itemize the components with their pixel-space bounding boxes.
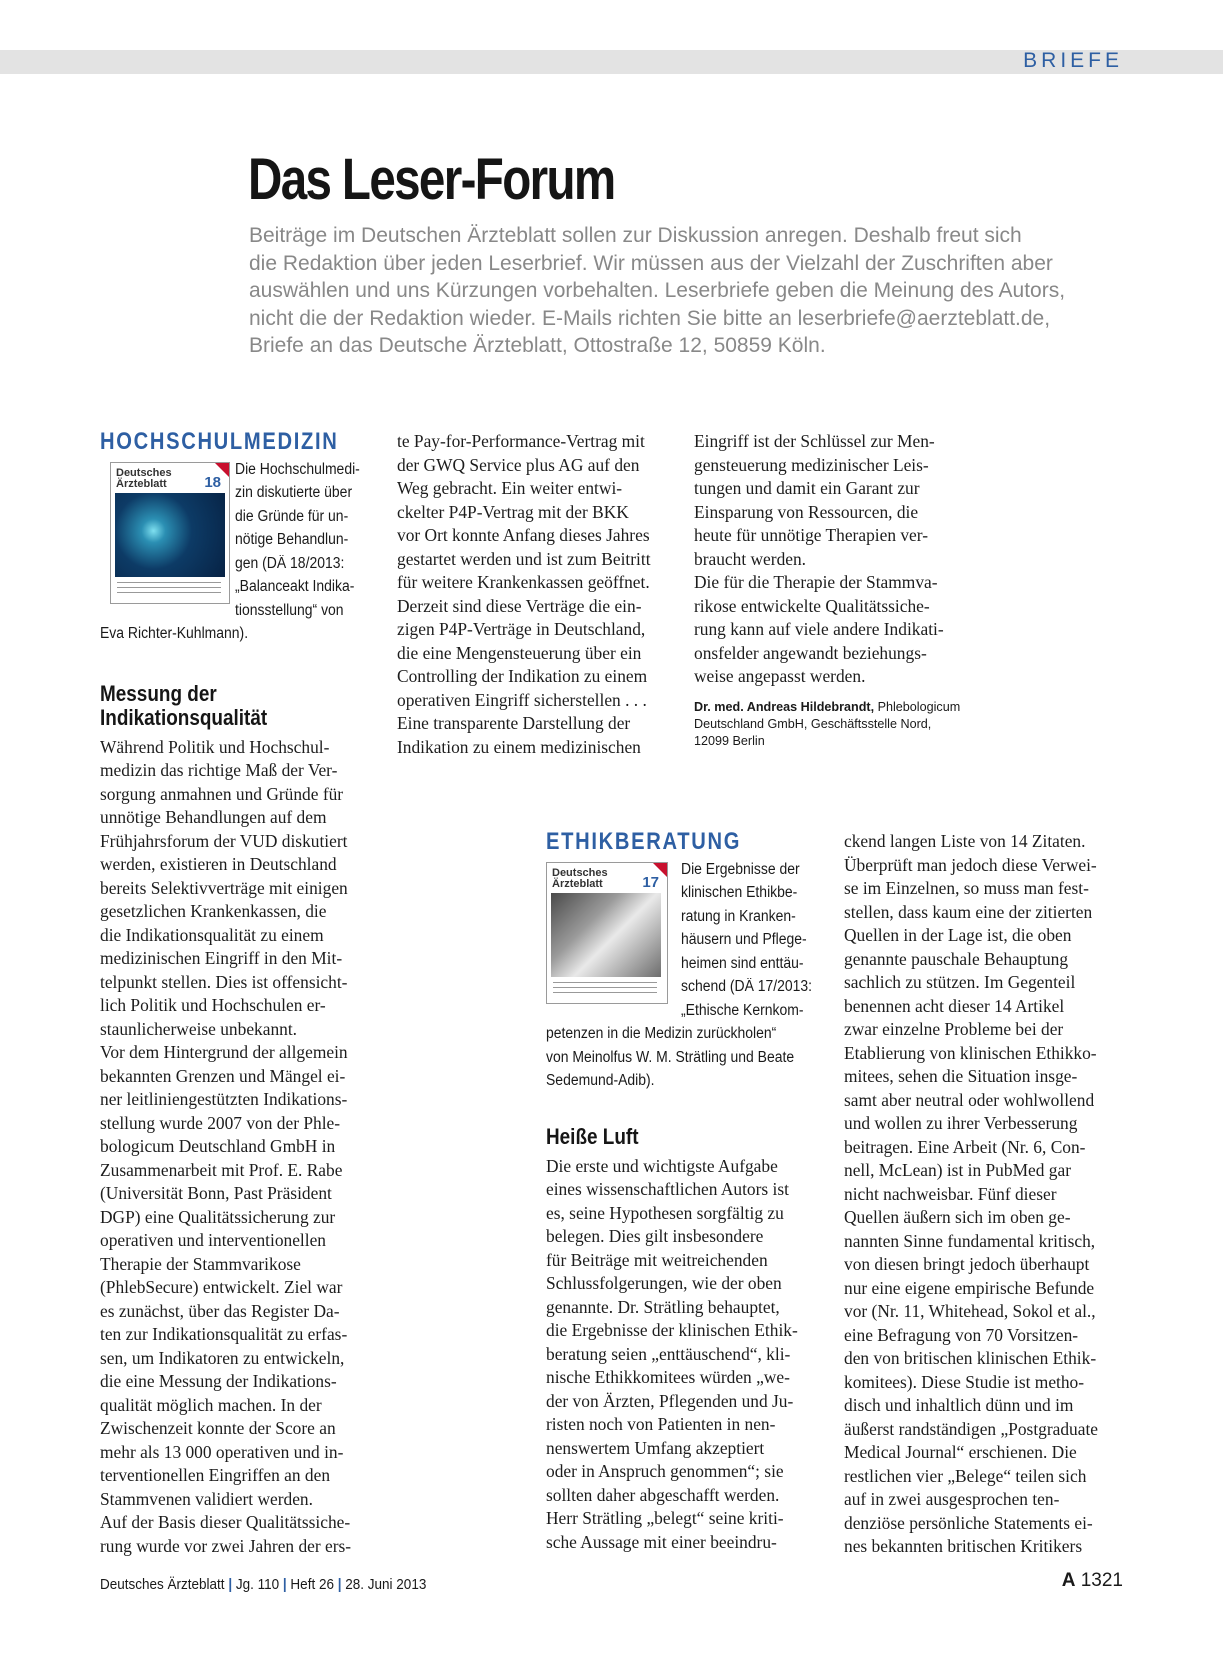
body-line: vor (Nr. 11, Whitehead, Sokol et al.,	[844, 1301, 1096, 1321]
page-number	[1062, 1570, 1123, 1592]
footer-citation	[100, 1576, 426, 1593]
body-line: auf in zwei ausgesprochen ten-	[844, 1489, 1060, 1509]
body-line: Quellen in der Lage ist, die oben	[844, 925, 1072, 945]
body-line: für Beiträge mit weitreichenden	[546, 1249, 768, 1270]
article1-author	[694, 699, 984, 750]
body-line: gensteuerung medizinischer Leis-	[694, 454, 929, 475]
body-line: Überprüft man jedoch diese Verwei-	[844, 854, 1097, 875]
body-line: oder in Anspruch genommen“; sie	[546, 1461, 784, 1481]
cover-brand-line: Ärzteblatt	[552, 877, 603, 890]
article1-topic: HOCHSCHULMEDIZIN	[100, 428, 339, 455]
body-line: Indikation zu einem medizinischen	[397, 736, 641, 757]
body-line: und wollen zu ihrer Verbesserung	[844, 1113, 1078, 1133]
body-line: gesetzlichen Krankenkassen, die	[100, 901, 327, 921]
body-line: disch und inhaltlich dünn und im	[844, 1395, 1074, 1415]
author-line: 12099 Berlin	[694, 733, 765, 748]
body-line: sche Aussage mit einer beeindru-	[546, 1531, 777, 1552]
ref-line: zin diskutierte über	[235, 484, 353, 501]
ref-line: „Ethische Kernkom-	[681, 1001, 804, 1019]
body-line: nur eine eigene empirische Befunde	[844, 1277, 1095, 1298]
footer-separator: |	[228, 1576, 233, 1593]
body-line: belegen. Dies gilt insbesondere	[546, 1226, 764, 1246]
body-line: Controlling der Indikation zu einem	[397, 666, 648, 686]
cover-text-lines	[117, 582, 221, 596]
body-line: von diesen bringt jedoch überhaupt	[844, 1254, 1090, 1274]
body-line: heute für unnötige Therapien ver-	[694, 525, 929, 545]
body-line: lich Politik und Hochschulen er-	[100, 995, 326, 1015]
article1-column1	[100, 430, 380, 1558]
article1-headline	[100, 682, 380, 730]
body-line: der von Ärzten, Pflegenden und Ju-	[546, 1390, 794, 1411]
body-line: risten noch von Patienten in nen-	[546, 1414, 776, 1434]
article1-reference-block	[100, 458, 380, 658]
ref-line: klinischen Ethikbe-	[681, 884, 798, 901]
article2-body-col1	[546, 1155, 836, 1555]
body-line: tungen und damit ein Garant zur	[694, 478, 920, 498]
body-line: DGP) eine Qualitätssicherung zur	[100, 1206, 336, 1227]
body-line: (PhlebSecure) entwickelt. Ziel war	[100, 1277, 343, 1297]
body-line: es zunächst, über das Register Da-	[100, 1300, 340, 1321]
body-line: ner leitliniengestützten Indikations-	[100, 1089, 348, 1109]
body-line: restlichen vier „Belege“ teilen sich	[844, 1465, 1087, 1486]
page-title: Das Leser-Forum	[248, 147, 615, 212]
ref-line: Die Ergebnisse der	[681, 860, 800, 878]
body-line: die Ergebnisse der klinischen Ethik-	[546, 1320, 798, 1340]
body-line: zwar einzelne Probleme bei der	[844, 1019, 1064, 1039]
ref-line: Die Hochschulmedi-	[235, 460, 360, 478]
page-prefix: A	[1061, 1570, 1076, 1591]
body-line: komitees). Diese Studie ist metho-	[844, 1371, 1085, 1392]
body-line: nicht nachweisbar. Fünf dieser	[844, 1183, 1057, 1204]
ref-line: häusern und Pflege-	[681, 931, 807, 948]
ref-line: von Meinolfus W. M. Strätling und Beate	[546, 1048, 795, 1066]
ref-line: die Gründe für un-	[235, 507, 349, 525]
intro-line: Beiträge im Deutschen Ärzteblatt sollen zur Diskussion anregen. Deshalb freut sich	[249, 224, 1022, 247]
ref-line: „Balanceakt Indika-	[235, 578, 355, 595]
ref-line: gen (DÄ 18/2013:	[235, 554, 345, 572]
body-line: operativen und interventionellen	[100, 1230, 327, 1250]
article2-topic: ETHIKBERATUNG	[546, 828, 742, 855]
body-line: bereits Selektivverträge mit einigen	[100, 877, 348, 898]
body-line: nenswertem Umfang akzeptiert	[546, 1437, 765, 1458]
body-line: Die erste und wichtigste Aufgabe	[546, 1155, 778, 1176]
body-line: nische Ethikkomitees würden „we-	[546, 1367, 790, 1387]
body-line: gestartet werden und ist zum Beitritt	[397, 548, 651, 569]
body-line: nes bekannten britischen Kritikers	[844, 1536, 1083, 1556]
footer-journal: Deutsches Ärzteblatt	[100, 1576, 225, 1593]
cover-lab-image	[551, 893, 661, 977]
body-line: eines wissenschaftlichen Autors ist	[546, 1179, 789, 1199]
body-line: onsfelder angewandt beziehungs-	[694, 642, 927, 663]
ref-line: nötige Behandlun-	[235, 531, 349, 548]
article2-column2	[844, 830, 1134, 1559]
body-line: beitragen. Eine Arbeit (Nr. 6, Con-	[844, 1136, 1086, 1157]
body-line: braucht werden.	[694, 548, 807, 569]
cover-issue-number: 17	[642, 873, 659, 891]
body-line: weise angepasst werden.	[694, 666, 866, 686]
article1-column3	[694, 430, 984, 750]
body-line: die Indikationsqualität zu einem	[100, 924, 324, 945]
body-line: den von britischen klinischen Ethik-	[844, 1348, 1097, 1368]
author-line: Deutschland GmbH, Geschäftsstelle Nord,	[694, 716, 932, 731]
body-line: Eingriff ist der Schlüssel zur Men-	[694, 431, 935, 451]
body-line: staunlicherweise unbekannt.	[100, 1018, 298, 1039]
body-line: telpunkt stellen. Dies ist offensicht-	[100, 971, 348, 992]
ref-line: tionsstellung“ von	[235, 601, 344, 619]
cover-text-lines	[553, 982, 657, 996]
body-line: Therapie der Stammvarikose	[100, 1253, 301, 1274]
body-line: sen, um Indikatoren zu entwickeln,	[100, 1347, 345, 1368]
body-line: Einsparung von Ressourcen, die	[694, 501, 919, 522]
author-name: Dr. med. Andreas Hildebrandt,	[694, 699, 875, 714]
body-line: Vor dem Hintergrund der allgemein	[100, 1042, 348, 1062]
body-line: Stammvenen validiert werden.	[100, 1488, 313, 1509]
body-line: der GWQ Service plus AG auf den	[397, 454, 640, 475]
article2-column1	[546, 830, 836, 1554]
body-line: se im Einzelnen, so muss man fest-	[844, 878, 1089, 898]
footer-separator: |	[337, 1576, 342, 1593]
body-line: Herr Strätling „belegt“ seine kriti-	[546, 1508, 784, 1528]
body-line: ten zur Indikationsqualität zu erfas-	[100, 1324, 348, 1344]
body-line: samt aber neutral oder wohlwollend	[844, 1089, 1095, 1110]
body-line: genannte. Dr. Strätling behauptet,	[546, 1296, 780, 1317]
author-line	[694, 699, 984, 716]
ref-line: Sedemund-Adib).	[546, 1072, 655, 1089]
cover-brand-line: Deutsches	[116, 466, 172, 479]
cover-brand-line: Deutsches	[552, 866, 608, 879]
body-line: mitees, sehen die Situation insge-	[844, 1066, 1078, 1086]
body-line: Etablierung von klinischen Ethikko-	[844, 1042, 1097, 1063]
body-line: ckend langen Liste von 14 Zitaten.	[844, 831, 1086, 851]
body-line: benennen acht dieser 14 Artikel	[844, 995, 1065, 1016]
headline-line: Indikationsqualität	[100, 704, 268, 730]
body-line: werden, existieren in Deutschland	[100, 854, 337, 874]
body-line: es, seine Hypothesen sorgfältig zu	[546, 1202, 784, 1223]
intro-line: nicht die der Redaktion wieder. E-Mails richten Sie bitte an leserbriefe@aerzteblatt.de,	[249, 306, 1051, 330]
cover-brand	[552, 868, 608, 890]
body-line: nannten Sinne fundamental kritisch,	[844, 1230, 1096, 1251]
ref-line: schend (DÄ 17/2013:	[681, 978, 813, 995]
body-line: ckelter P4P-Vertrag mit der BKK	[397, 501, 629, 522]
cover-issue-number: 18	[204, 473, 221, 491]
body-line: nell, McLean) ist in PubMed gar	[844, 1160, 1071, 1180]
body-line: Frühjahrsforum der VUD diskutiert	[100, 830, 348, 851]
body-line: Die für die Therapie der Stammva-	[694, 572, 938, 592]
footer-date: 28. Juni 2013	[345, 1576, 427, 1593]
ref-line: Eva Richter-Kuhlmann).	[100, 625, 249, 642]
body-line: rung wurde vor zwei Jahren der ers-	[100, 1535, 352, 1556]
footer-volume: Jg. 110	[235, 1576, 280, 1593]
body-line: stellung wurde 2007 von der Phle-	[100, 1112, 341, 1133]
body-line: bologicum Deutschland GmbH in	[100, 1136, 336, 1156]
body-line: Quellen äußern sich im oben ge-	[844, 1207, 1071, 1227]
body-line: Medical Journal“ erschienen. Die	[844, 1442, 1077, 1462]
ref-line: ratung in Kranken-	[681, 907, 796, 925]
author-affiliation: Phlebologicum	[874, 699, 961, 714]
body-line: sachlich zu stützen. Im Gegenteil	[844, 972, 1076, 992]
body-line: mehr als 13 000 operativen und in-	[100, 1441, 344, 1462]
body-line: die eine Mengensteuerung über ein	[397, 642, 642, 663]
body-line: Auf der Basis dieser Qualitätssiche-	[100, 1512, 351, 1532]
cover-brand	[116, 468, 172, 490]
footer-issue: Heft 26	[290, 1576, 334, 1593]
page-number-value: 1321	[1080, 1570, 1123, 1591]
body-line: bekannten Grenzen und Mängel ei-	[100, 1065, 346, 1086]
body-line: beratung seien „enttäuschend“, kli-	[546, 1343, 791, 1364]
body-line: Zwischenzeit konnte der Score an	[100, 1418, 336, 1438]
body-line: operativen Eingriff sicherstellen . . .	[397, 689, 647, 710]
body-line: sorgung anmahnen und Gründe für	[100, 783, 344, 804]
article1-column2	[397, 430, 677, 759]
body-line: äußerst randständigen „Postgraduate	[844, 1418, 1099, 1439]
body-line: terventionellen Eingriffen an den	[100, 1465, 331, 1485]
body-line: (Universität Bonn, Past Präsident	[100, 1183, 332, 1203]
body-line: Derzeit sind diese Verträge die ein-	[397, 595, 642, 616]
body-line: medizinischen Eingriff in den Mit-	[100, 948, 343, 968]
body-line: Weg gebracht. Ein weiter entwi-	[397, 478, 623, 498]
article1-body-col1	[100, 736, 380, 1559]
cover-brand-line: Ärzteblatt	[116, 477, 167, 490]
body-line: qualität möglich machen. In der	[100, 1394, 322, 1415]
body-line: Während Politik und Hochschul-	[100, 736, 330, 757]
body-line: rung kann auf viele andere Indikati-	[694, 619, 944, 639]
intro-line: Briefe an das Deutsche Ärzteblatt, Ottostraße 12, 50859 Köln.	[249, 334, 826, 357]
article2-headline: Heiße Luft	[546, 1123, 639, 1149]
intro-text	[249, 222, 1129, 360]
body-line: die eine Messung der Indikations-	[100, 1371, 337, 1391]
body-line: Zusammenarbeit mit Prof. E. Rabe	[100, 1159, 343, 1180]
article1-journal-cover	[110, 462, 230, 604]
ref-line: petenzen in die Medizin zurückholen“	[546, 1025, 777, 1042]
footer-separator: |	[282, 1576, 287, 1593]
body-line: unnötige Behandlungen auf dem	[100, 807, 327, 827]
article2-journal-cover	[546, 862, 668, 1004]
body-line: sollten daher abgeschafft werden.	[546, 1484, 780, 1505]
body-line: vor Ort konnte Anfang dieses Jahres	[397, 525, 650, 545]
body-line: zigen P4P-Verträge in Deutschland,	[397, 619, 646, 639]
intro-line: die Redaktion über jeden Leserbrief. Wir müssen aus der Vielzahl der Zuschriften aber	[249, 251, 1053, 275]
section-label: BRIEFE	[1023, 49, 1123, 72]
headline-line: Messung der	[100, 680, 217, 706]
body-line: rikose entwickelte Qualitätssiche-	[694, 595, 930, 616]
ref-line: heimen sind enttäu-	[681, 954, 804, 972]
article2-reference-block	[546, 858, 836, 1103]
body-line: medizin das richtige Maß der Ver-	[100, 760, 338, 780]
body-line: Schlussfolgerungen, wie der oben	[546, 1273, 782, 1293]
body-line: für weitere Krankenkassen geöffnet.	[397, 572, 650, 592]
body-line: te Pay-for-Performance-Vertrag mit	[397, 431, 645, 451]
body-line: Eine transparente Darstellung der	[397, 713, 631, 733]
body-line: genannte pauschale Behauptung	[844, 948, 1069, 969]
body-line: eine Befragung von 70 Vorsitzen-	[844, 1324, 1079, 1345]
cover-cell-image	[115, 493, 225, 577]
body-line: stellen, dass kaum eine der zitierten	[844, 901, 1093, 922]
intro-line: auswählen und uns Kürzungen vorbehalten. Leserbriefe geben die Meinung des Autors,	[249, 279, 1066, 302]
body-line: denziöse persönliche Statements ei-	[844, 1512, 1093, 1533]
